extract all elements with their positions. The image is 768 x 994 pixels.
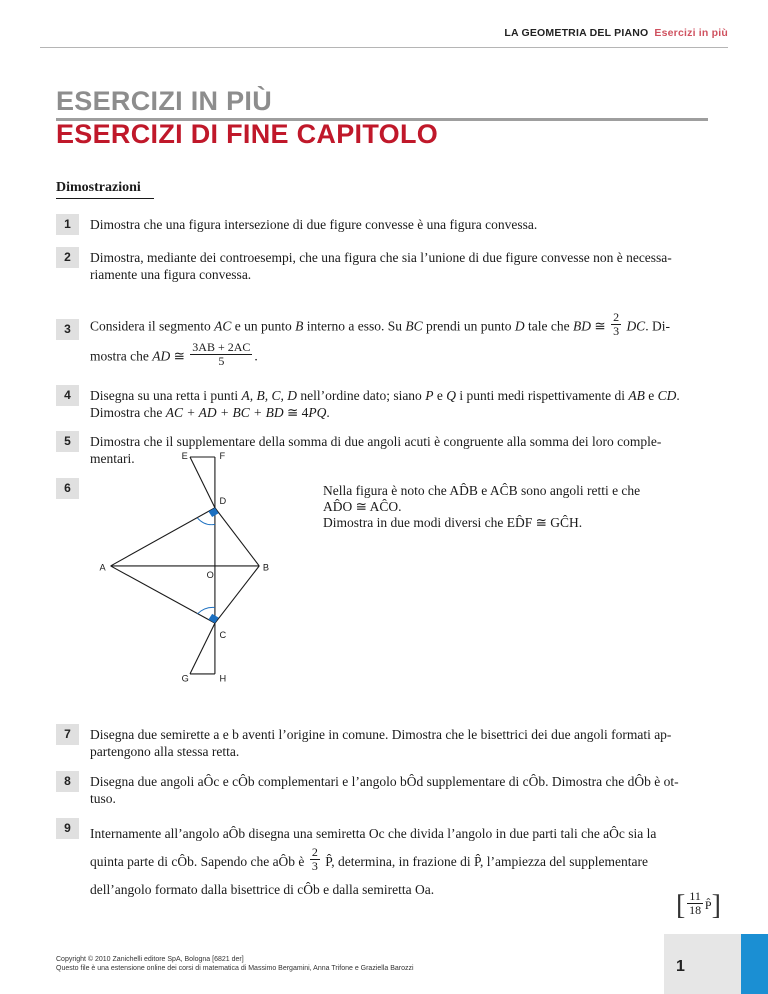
exercise-7-line2: partengono alla stessa retta. bbox=[90, 744, 240, 759]
exercise-9-text bbox=[90, 820, 710, 904]
text: mostra che bbox=[90, 348, 153, 364]
numerator: 3AB + 2AC bbox=[192, 340, 251, 354]
congruence-symbol: ≅ bbox=[170, 348, 189, 364]
text: . bbox=[676, 388, 680, 403]
text: interno a esso. Su bbox=[303, 318, 406, 334]
exercise-2-line1: Dimostra, mediante dei controesempi, che una figura che sia l’unione di due figure convesse non è necessa- bbox=[90, 250, 672, 265]
exercise-9-answer bbox=[676, 890, 721, 922]
math-var: BC bbox=[405, 318, 423, 334]
copyright-footer bbox=[56, 955, 414, 973]
segment-cb bbox=[215, 566, 259, 623]
exercise-6-line1: Nella figura è noto che AD̂B e AĈB sono angoli retti e che bbox=[323, 483, 641, 498]
angle-arc-ado bbox=[197, 518, 215, 525]
right-angle-marker-d bbox=[208, 508, 218, 517]
running-head-title: LA GEOMETRIA DEL PIANO bbox=[504, 27, 649, 39]
exercise-2-text bbox=[90, 249, 710, 283]
page-title-main: ESERCIZI IN PIÙ bbox=[56, 86, 273, 116]
math-var: BD bbox=[573, 318, 591, 334]
numerator: 2 bbox=[613, 310, 620, 324]
text: Disegna su una retta i punti bbox=[90, 388, 242, 403]
math-var: AD bbox=[152, 348, 171, 364]
exercise-3-line1 bbox=[90, 310, 710, 338]
exercise-5-line2: mentari. bbox=[90, 451, 135, 466]
exercise-7-line1: Disegna due semirette a e b aventi l’origine in comune. Dimostra che le bisettrici dei due angoli formati ap- bbox=[90, 727, 672, 742]
bracket-left-icon: [ bbox=[676, 890, 686, 921]
segment-ad bbox=[111, 508, 215, 566]
text: tale che bbox=[524, 318, 573, 334]
math-var: AC bbox=[214, 318, 232, 334]
text: Dimostra che bbox=[90, 405, 166, 420]
copyright-line2: Questo file è una estensione online dei corsi di matematica di Massimo Bergamini, Anna Trifone e Graziella Barozzi bbox=[56, 965, 414, 972]
exercise-6-line2: AD̂O ≅ AĈO. bbox=[323, 499, 402, 514]
math-var: D bbox=[514, 318, 525, 334]
exercise-2-line2: riamente una figura convessa. bbox=[90, 267, 252, 282]
text: e bbox=[644, 388, 658, 403]
exercise-9-line2 bbox=[90, 845, 710, 876]
text: e bbox=[433, 388, 447, 403]
math-var: CD bbox=[657, 388, 677, 403]
label-c: C bbox=[219, 629, 227, 640]
math-var: A, B, C, D bbox=[241, 388, 297, 403]
exercise-4-text bbox=[90, 387, 710, 421]
math-var: P bbox=[425, 388, 434, 403]
denominator: 3 bbox=[613, 324, 620, 338]
segment-db bbox=[215, 508, 259, 566]
exercise-number: 9 bbox=[56, 818, 79, 839]
label-d: D bbox=[219, 496, 227, 507]
exercise-9-line3: dell’angolo formato dalla bisettrice di cÔb e dalla semiretta Oa. bbox=[90, 882, 435, 897]
denominator: 18 bbox=[689, 902, 702, 917]
section-heading: Dimostrazioni bbox=[56, 180, 141, 195]
label-a: A bbox=[99, 562, 106, 573]
label-g: G bbox=[181, 673, 189, 684]
label-h: H bbox=[219, 673, 227, 684]
math-var: P̂ bbox=[704, 897, 712, 912]
exercise-8-line1: Disegna due angoli aÔc e cÔb complementari e l’angolo bÔd supplementare di cÔb. Dimostra che dÔb è ot- bbox=[90, 774, 679, 789]
exercise-9-line1: Internamente all’angolo aÔb disegna una semiretta Oc che divida l’angolo in due parti tali che aÔc sia la bbox=[90, 826, 657, 841]
exercise-4-line2 bbox=[90, 404, 710, 421]
fraction bbox=[190, 341, 252, 368]
exercise-number: 5 bbox=[56, 431, 79, 452]
edge-tab bbox=[741, 934, 768, 994]
text: . bbox=[254, 348, 258, 364]
label-o: O bbox=[206, 569, 214, 580]
exercise-6-text bbox=[323, 483, 709, 531]
denominator: 5 bbox=[218, 354, 225, 368]
math-var: AB bbox=[628, 388, 645, 403]
math-expression: AC + AD + BC + BD bbox=[165, 405, 284, 420]
segment-ac bbox=[111, 566, 215, 623]
page-title-chapter: ESERCIZI DI FINE CAPITOLO bbox=[56, 119, 439, 149]
text: i punti medi rispettivamente di bbox=[455, 388, 629, 403]
segment-gc bbox=[190, 623, 215, 674]
math-var: DC bbox=[623, 318, 646, 334]
exercise-number: 3 bbox=[56, 319, 79, 340]
running-head-subtitle: Esercizi in più bbox=[654, 27, 728, 39]
text: prendi un punto bbox=[422, 318, 515, 334]
label-b: B bbox=[262, 562, 270, 573]
text: ≅ 4 bbox=[283, 405, 309, 420]
math-var: Q bbox=[446, 388, 456, 403]
text: . bbox=[326, 405, 330, 420]
exercise-number: 7 bbox=[56, 724, 79, 745]
exercise-number: 2 bbox=[56, 247, 79, 268]
segment-ed bbox=[190, 457, 215, 508]
exercise-5-line1: Dimostra che il supplementare della somma di due angoli acuti è congruente alla somma dei loro comple- bbox=[90, 434, 662, 449]
exercise-8-line2: tuso. bbox=[90, 791, 116, 806]
exercise-8-text bbox=[90, 773, 710, 807]
angle-arc-aco bbox=[197, 607, 215, 614]
bracket-right-icon: ] bbox=[711, 890, 721, 921]
exercise-number: 4 bbox=[56, 385, 79, 406]
exercise-7-text bbox=[90, 726, 710, 760]
math-var: PQ bbox=[308, 405, 327, 420]
exercise-6-line3: Dimostra in due modi diversi che ED̂F ≅ GĈH. bbox=[323, 515, 583, 530]
text: . Di- bbox=[645, 318, 670, 334]
answer-fraction bbox=[687, 890, 703, 917]
geometry-figure bbox=[80, 445, 300, 685]
exercise-number: 6 bbox=[56, 478, 79, 499]
text: Considera il segmento bbox=[90, 318, 215, 334]
denominator: 3 bbox=[311, 859, 318, 874]
text: nell’ordine dato; siano bbox=[296, 388, 426, 403]
text: e un punto bbox=[231, 318, 296, 334]
fraction bbox=[310, 846, 320, 873]
running-head bbox=[504, 27, 728, 39]
exercise-4-line1 bbox=[90, 387, 710, 404]
text: P̂, determina, in frazione di P̂, l’ampiezza del supplementare bbox=[321, 854, 648, 869]
exercise-3-line2 bbox=[90, 340, 258, 368]
page-number: 1 bbox=[676, 958, 685, 975]
exercise-number: 1 bbox=[56, 214, 79, 235]
section-underline bbox=[56, 198, 154, 199]
fraction bbox=[611, 311, 621, 338]
congruence-symbol: ≅ bbox=[591, 318, 610, 334]
exercise-1-text: Dimostra che una figura intersezione di due figure convesse è una figura convessa. bbox=[90, 217, 538, 232]
label-e: E bbox=[181, 450, 188, 461]
copyright-line1: Copyright © 2010 Zanichelli editore SpA, Bologna [6821 der] bbox=[56, 956, 244, 963]
numerator: 11 bbox=[689, 888, 701, 903]
exercise-number: 8 bbox=[56, 771, 79, 792]
text: quinta parte di cÔb. Sapendo che aÔb è bbox=[90, 854, 308, 869]
numerator: 2 bbox=[311, 845, 318, 860]
math-var: B bbox=[295, 318, 304, 334]
label-f: F bbox=[219, 450, 226, 461]
header-rule bbox=[40, 47, 728, 48]
right-angle-marker-c bbox=[208, 614, 218, 623]
